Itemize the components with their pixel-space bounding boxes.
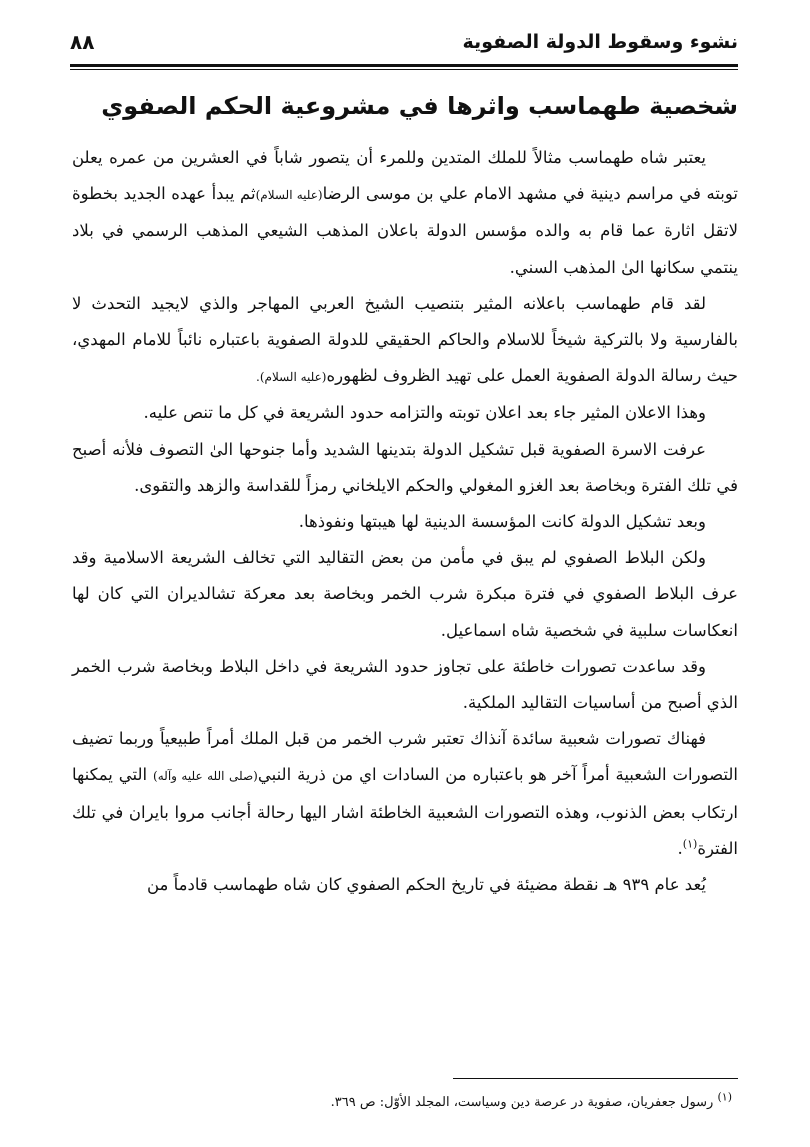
header-rule <box>70 64 738 67</box>
paragraph-5: وبعد تشكيل الدولة كانت المؤسسة الدينية لها هيبتها ونفوذها. <box>298 512 706 532</box>
body-text <box>72 140 738 903</box>
paragraph-1-main: يعتبر شاه طهماسب مثالاً للملك المتدين وللمرء أن يتصور شاباً في العشرين من عمره يعلن توبته في مراسم دينية في مشهد الامام علي بن موسى الرضا <box>72 148 738 204</box>
running-title: نشوء وسقوط الدولة الصفوية <box>462 31 738 53</box>
paragraph-8-main: فهناك تصورات شعبية سائدة آنذاك تعتبر شرب الخمر من قبل الملك أمراً طبيعياً وربما تضيف التصورات الشعبية أمراً آخر هو باعتباره من السادات اي من ذرية النبي <box>72 729 739 785</box>
footnote-reference[interactable]: (١) <box>682 837 698 851</box>
section-heading: شخصية طهماسب واثرها في مشروعية الحكم الصفوي <box>101 92 738 120</box>
footnote <box>72 1092 732 1114</box>
footnote-rule <box>453 1078 738 1079</box>
running-header <box>70 22 738 62</box>
paragraph-4: عرفت الاسرة الصفوية قبل تشكيل الدولة بتدينها الشديد وأما جنوحها الىٰ التصوف فلأنه أصبح في تلك الفترة وبخاصة بعد الغزو المغولي والحكم الايلخاني رمزاً للقداسة والزهد والتقوى. <box>72 439 738 495</box>
header-rule-thin <box>70 69 738 70</box>
paragraph-2 <box>72 286 738 396</box>
paragraph-3: وهذا الاعلان المثير جاء بعد اعلان توبته والتزامه حدود الشريعة في كل ما تنص عليه. <box>143 403 706 423</box>
paragraph-7: وقد ساعدت تصورات خاطئة على تجاوز حدود الشريعة في داخل البلاط وبخاصة شرب الخمر الذي أصبح من أساسيات التقاليد الملكية. <box>72 656 738 713</box>
paragraph-2-main: لقد قام طهماسب باعلانه المثير بتنصيب الشيخ العربي المهاجر والذي لايجيد التحدث لا بالفارسية ولا بالتركية شيخاً للاسلام والحاكم الحقيقي للدولة الصفوية باعتباره نائباً للامام المهدي، حيث رسالة الدولة الصفوية العمل على تهيد الظروف لظهوره <box>72 293 738 386</box>
paragraph-8-rest: التي يمكنها ارتكاب بعض الذنوب، وهذه التصورات الشعبية الخاطئة اشار اليها رحالة أجانب مروا بايران في تلك الفترة <box>72 765 738 858</box>
honorific-note: (عليه السلام) <box>255 188 323 203</box>
paragraph-6: ولكن البلاط الصفوي لم يبق في مأمن من بعض التقاليد التي تخالف الشريعة الاسلامية وقد عرف البلاط الصفوي في فترة مبكرة شرب الخمر وبخاصة بعد معركة تشالديران التي كان لها انعكاسات سلبية في شخصية شاه اسماعيل. <box>72 548 738 640</box>
footnote-marker: (١) <box>717 1090 732 1104</box>
paragraph-1-rest: ثم يبدأ عهده الجديد بخطوة لاتقل اثارة عما قام به والده مؤسس الدولة باعلان المذهب الشيعي المذهب الرسمي في بلاد ينتمي سكانها الىٰ المذهب السني. <box>72 184 738 277</box>
paragraph-8 <box>72 721 738 867</box>
paragraph-1 <box>72 140 738 286</box>
paragraph-8-end: . <box>677 838 683 858</box>
footnote-text: رسول جعفريان، صفوية در عرصة دين وسياست، المجلد الأوّل: ص ٣٦٩. <box>330 1095 714 1110</box>
honorific-note: (عليه السلام). <box>256 370 327 385</box>
page-number: ٨٨ <box>70 30 95 54</box>
paragraph-9: يُعد عام ٩٣٩ هـ نقطة مضيئة في تاريخ الحكم الصفوي كان شاه طهماسب قادماً من <box>146 875 706 895</box>
honorific-note: (صلى الله عليه وآله) <box>153 769 258 784</box>
